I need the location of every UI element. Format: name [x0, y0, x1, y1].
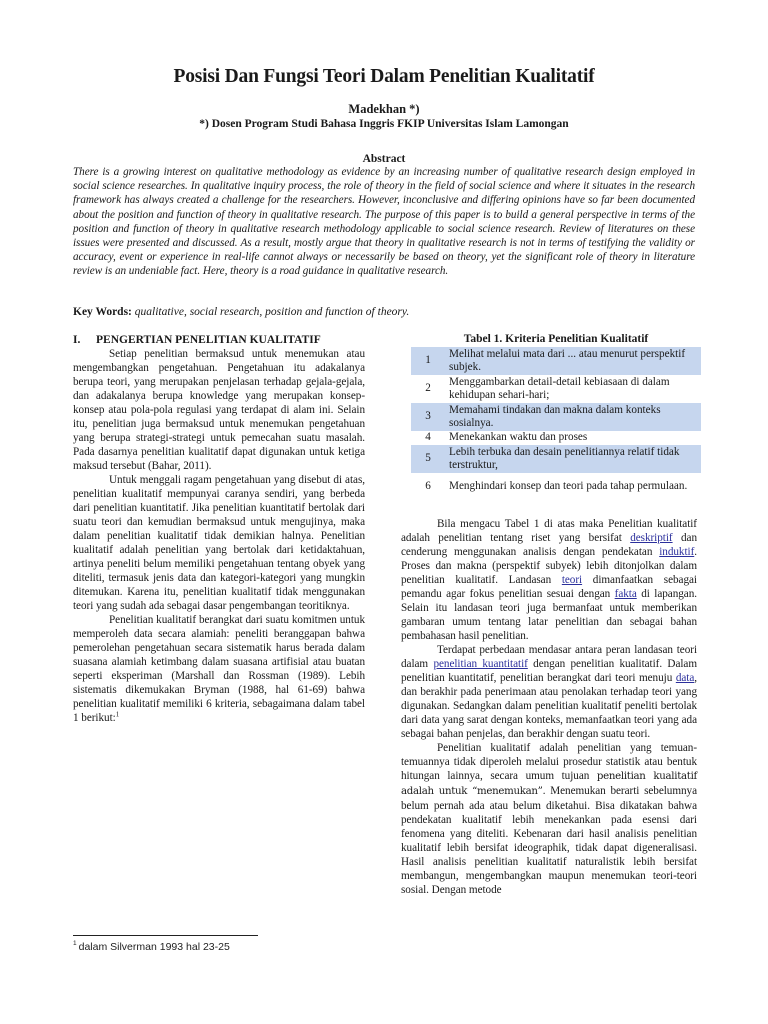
text-run: . Proses dan makna (perspektif subyek) lebih ditonjolkan dalam penelitian kualitatif. Landasan	[401, 546, 697, 586]
footnote-marker: 1	[73, 940, 77, 947]
link-induktif[interactable]: induktif	[659, 546, 695, 558]
keywords-value: qualitative, social research, position and function of theory.	[131, 306, 410, 318]
paragraph: Untuk menggali ragam pengetahuan yang disebut di atas, penelitian kualitatif mempunyai caranya sendiri, yang berbeda dari penelitian kuantitatif. Jika penelitian kuantitatif bertolak dari suatu teori dan kemudian bermaksud untuk mengujinya, maka dalam penelitian kualitatif tidak demikian halnya. Penelitian kualitatif adalah penelitian yang bertolak dari ketidaktahuan, artinya peneliti belum memiliki pengetahuan tentang obyek yang diteliti, termasuk jenis data dan kategori-kategori yang mungkin ditemukan. Karena itu, penelitian kualitatif tidak menggunakan teori yang sudah ada sebagai dasar pengembangan teoritiknya.	[73, 474, 365, 612]
link-fakta[interactable]: fakta	[614, 588, 637, 600]
paragraph: Setiap penelitian bermaksud untuk menemukan atau mengembangkan pengetahuan. Pengetahuan itu adakalanya berupa teori, yang merupakan penjelasan terhadap gejala-gejala, dan adakalanya berupa knowledge yang merupakan konsep-konsep atau pola-pola regulasi yang terdapat di alam ini. Selain itu, penelitian juga bermaksud untuk menemukan pengetahuan yang berupa strategi-strategi untuk pemecahan suatu masalah. Pada dasarnya penelitian kualitatif dapat digunakan untuk ketiga maksud tersebut (Bahar, 2011).	[73, 348, 365, 472]
paragraph	[401, 741, 697, 897]
text-run: Terdapat perbedaan mendasar antara peran landasan teori dalam	[401, 644, 697, 670]
abstract-body: There is a growing interest on qualitative methodology as evidence by an increasing number of qualitative research design employed in social science researches. In qualitative inquiry process, the role of theory in the field of social science and where it situates in the research framework has always created a challenge for the researchers. However, inconclusive and differing opinions have so far been documented about the position and function of theory in qualitative research. The purpose of this paper is to build a general perspective in terms of the position and function of theory in qualitative research methodology applicable to social science research. Review of literatures on these issues were presented and discussed. As a result, mostly argue that theory in qualitative research is not in terms of testifying the validity or accuracy, event or experience in real-life cannot always or necessarily be based on theory, yet the significant role of theory in literature review is an undeniable fact. Here, theory is a road guidance in qualitative research.	[73, 166, 695, 278]
text-run: Menemukan berarti sebelumnya belum pernah ada atau belum diketahui. Bisa dikatakan bahwa pendekatan kualitatif lebih menekankan pada esensi dari fenomena yang diteliti. Kebenaran dari hasil analisis penelitian kualitatif lebih bersifat ideographik, tidak dapat digeneralisasi. Hasil analisis penelitian kualitatif naturalistik lebih bersifat membangun, mengembangkan maupun menemukan teori-teori sosial. Dengan metode	[401, 785, 698, 896]
footnote	[73, 941, 230, 953]
row-number: 4	[425, 431, 431, 444]
row-text: Menghindari konsep dan teori pada tahap permulaan.	[449, 480, 688, 493]
table-row	[411, 403, 701, 431]
row-number: 6	[425, 480, 431, 493]
footnote-divider	[73, 935, 258, 936]
table-row	[411, 473, 701, 501]
row-text: Menggambarkan detail-detail kebiasaan di dalam kehidupan sehari-hari;	[449, 375, 670, 401]
table-row	[411, 431, 701, 445]
text-run-alt-font: penelitian kualitatif adalah untuk “menemukan”.	[401, 771, 697, 797]
left-column	[73, 333, 365, 725]
text-run: dan cenderung menggunakan analisis dengan pendekatan	[401, 532, 697, 558]
row-text: Menekankan waktu dan proses	[449, 431, 588, 444]
text-run: di lapangan. Selain itu landasan teori juga bermanfaat untuk memberikan gambaran umum tentang latar penelitian dan sebagai bahan pembahasan hasil penelitian.	[401, 588, 697, 642]
row-text: Memahami tindakan dan makna dalam konteks sosialnya.	[449, 403, 701, 431]
row-number: 5	[411, 445, 449, 473]
paragraph-text: Penelitian kualitatif berangkat dari suatu komitmen untuk memperoleh data secara alamiah: peneliti beranggapan bahwa pemerolehan pengetahuan secara sistematik harus berada dalam suasana alamiah ketimbang dalam suasana artifisial atau buatan seperti eksperiman (Marshall dan Rossman (1989). Lebih sistematis dikemukakan Bryman (1988, hal 61-69) bahwa penelitian kualitatif memiliki 6 kriteria, sebagaimana dalam tabel 1 berikut:	[73, 614, 365, 724]
footnote-text: dalam Silverman 1993 hal 23-25	[78, 941, 230, 953]
footnote-ref[interactable]: 1	[115, 710, 120, 719]
abstract-heading: Abstract	[362, 153, 406, 165]
section-title: PENGERTIAN PENELITIAN KUALITATIF	[96, 334, 321, 346]
link-data[interactable]: data	[675, 672, 695, 684]
section-number: I.	[73, 334, 81, 346]
row-number: 1	[411, 347, 449, 375]
text-run: dimanfaatkan sebagai pemandu agar fokus penelitian sesuai dengan	[401, 574, 697, 600]
table-row	[411, 445, 701, 473]
paragraph	[73, 613, 365, 725]
row-number: 3	[411, 403, 449, 431]
table-row	[411, 347, 701, 375]
row-text: Lebih terbuka dan desain penelitiannya relatif tidak terstruktur,	[449, 445, 701, 473]
paragraph	[401, 517, 697, 643]
keywords-label: Key Words:	[73, 306, 132, 318]
paper-title: Posisi Dan Fungsi Teori Dalam Penelitian Kualitatif	[173, 66, 595, 87]
table-caption: Tabel 1. Kriteria Penelitian Kualitatif	[463, 333, 649, 345]
text-run: dengan penelitian kualitatif. Dalam penelitian kuantitatif, penelitian berangkat dari teori menuju	[401, 658, 698, 684]
criteria-table	[411, 347, 701, 501]
author-affiliation: *) Dosen Program Studi Bahasa Inggris FKIP Universitas Islam Lamongan	[199, 118, 569, 130]
right-column	[401, 333, 697, 897]
keywords	[73, 305, 695, 319]
link-deskriptif[interactable]: deskriptif	[630, 532, 673, 544]
right-column-text	[401, 517, 697, 897]
table-row	[411, 375, 701, 403]
row-text: Melihat melalui mata dari ... atau menurut perspektif subjek.	[449, 347, 701, 375]
section-heading	[73, 333, 365, 347]
text-run: , dan berakhir pada penerimaan atau penolakan terhadap teori yang digunakan. Sedangkan dalam penelitian kualitatif peneliti bertolak dari data yang sarat dengan konteks, memanfaatkan teori yang ada sebagai bahan penjelas, dan berakhir dengan suatu teori.	[401, 672, 697, 740]
author-name: Madekhan *)	[348, 102, 420, 116]
paragraph	[401, 643, 697, 741]
text-run: Penelitian kualitatif adalah penelitian yang temuan-temuannya tidak diperoleh melalui prosedur statistik atau bentuk hitungan lainnya, secara umum tujuan	[401, 742, 697, 782]
link-teori[interactable]: teori	[561, 574, 583, 586]
link-penelitian-kuantitatif[interactable]: penelitian kuantitatif	[433, 658, 528, 670]
text-run: Bila mengacu Tabel 1 di atas maka Penelitian kualitatif adalah penelitian tentang riset yang bersifat	[401, 518, 697, 544]
row-number: 2	[425, 382, 431, 395]
